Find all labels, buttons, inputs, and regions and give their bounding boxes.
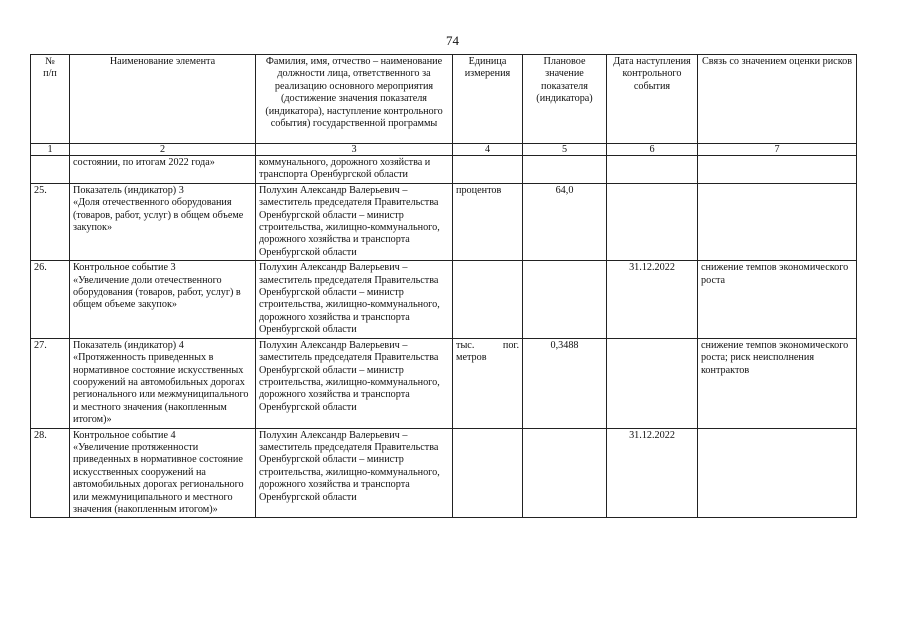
column-number: 4 (453, 144, 523, 156)
column-number: 3 (256, 144, 453, 156)
element-name: Показатель (индикатор) 3 «Доля отечественного оборудования (товаров, работ, услуг) в общем объеме закупок» (70, 183, 256, 260)
event-date: 31.12.2022 (607, 428, 698, 518)
unit (453, 156, 523, 184)
column-number: 2 (70, 144, 256, 156)
header-name: Наименование элемента (70, 55, 256, 144)
event-date (607, 156, 698, 184)
event-date (607, 338, 698, 428)
row-number: 28. (31, 428, 70, 518)
unit (453, 428, 523, 518)
header-number: № п/п (31, 55, 70, 144)
risk-link: снижение темпов экономического роста (698, 261, 857, 338)
row-number: 27. (31, 338, 70, 428)
header-value: Плановое значение показателя (индикатора) (523, 55, 607, 144)
element-name: Контрольное событие 4 «Увеличение протяженности приведенных в нормативное состояние искусственных сооружений на автомобильных дорогах регионального или межмуниципального и местного значения (накопленным итогом)» (70, 428, 256, 518)
row-number: 26. (31, 261, 70, 338)
responsible-person: Полухин Александр Валерьевич – заместитель председателя Правительства Оренбургской области – министр строительства, жилищно-коммунального, дорожного хозяйства и транспорта Оренбургской области (256, 261, 453, 338)
element-name: состоянии, по итогам 2022 года» (70, 156, 256, 184)
event-date (607, 183, 698, 260)
element-name: Показатель (индикатор) 4 «Протяженность приведенных в нормативное состояние искусственных сооружений на автомобильных дорогах регионального или межмуниципального и местного значения (накопленным итогом)» (70, 338, 256, 428)
planned-value: 64,0 (523, 183, 607, 260)
column-number: 1 (31, 144, 70, 156)
planned-value (523, 261, 607, 338)
risk-link (698, 428, 857, 518)
planned-value (523, 428, 607, 518)
program-table (30, 54, 857, 518)
planned-value (523, 156, 607, 184)
responsible-person: коммунального, дорожного хозяйства и транспорта Оренбургской области (256, 156, 453, 184)
unit: процентов (453, 183, 523, 260)
column-number: 6 (607, 144, 698, 156)
table-row (31, 338, 857, 428)
header-row (31, 55, 857, 144)
risk-link (698, 156, 857, 184)
column-number-row (31, 144, 857, 156)
responsible-person: Полухин Александр Валерьевич – заместитель председателя Правительства Оренбургской области – министр строительства, жилищно-коммунального, дорожного хозяйства и транспорта Оренбургской области (256, 183, 453, 260)
risk-link: снижение темпов экономического роста; риск неисполнения контрактов (698, 338, 857, 428)
header-date: Дата наступления контрольного события (607, 55, 698, 144)
unit (453, 261, 523, 338)
page-number: 74 (446, 33, 459, 48)
unit: тыс. пог. метров (453, 338, 523, 428)
event-date: 31.12.2022 (607, 261, 698, 338)
table-row (31, 261, 857, 338)
column-number: 7 (698, 144, 857, 156)
table-row (31, 428, 857, 518)
responsible-person: Полухин Александр Валерьевич – заместитель председателя Правительства Оренбургской области – министр строительства, жилищно-коммунального, дорожного хозяйства и транспорта Оренбургской области (256, 428, 453, 518)
risk-link (698, 183, 857, 260)
header-responsible: Фамилия, имя, отчество – наименование должности лица, ответственного за реализацию основного мероприятия (достижение значения показателя (индикатора), наступление контрольного события) государственной программы (256, 55, 453, 144)
continuation-row (31, 156, 857, 184)
column-number: 5 (523, 144, 607, 156)
responsible-person: Полухин Александр Валерьевич – заместитель председателя Правительства Оренбургской области – министр строительства, жилищно-коммунального, дорожного хозяйства и транспорта Оренбургской области (256, 338, 453, 428)
table-row (31, 183, 857, 260)
row-number (31, 156, 70, 184)
header-risk: Связь со значением оценки рисков (698, 55, 857, 144)
element-name: Контрольное событие 3 «Увеличение доли отечественного оборудования (товаров, работ, услуг) в общем объеме закупок» (70, 261, 256, 338)
planned-value: 0,3488 (523, 338, 607, 428)
header-unit: Единица измерения (453, 55, 523, 144)
row-number: 25. (31, 183, 70, 260)
